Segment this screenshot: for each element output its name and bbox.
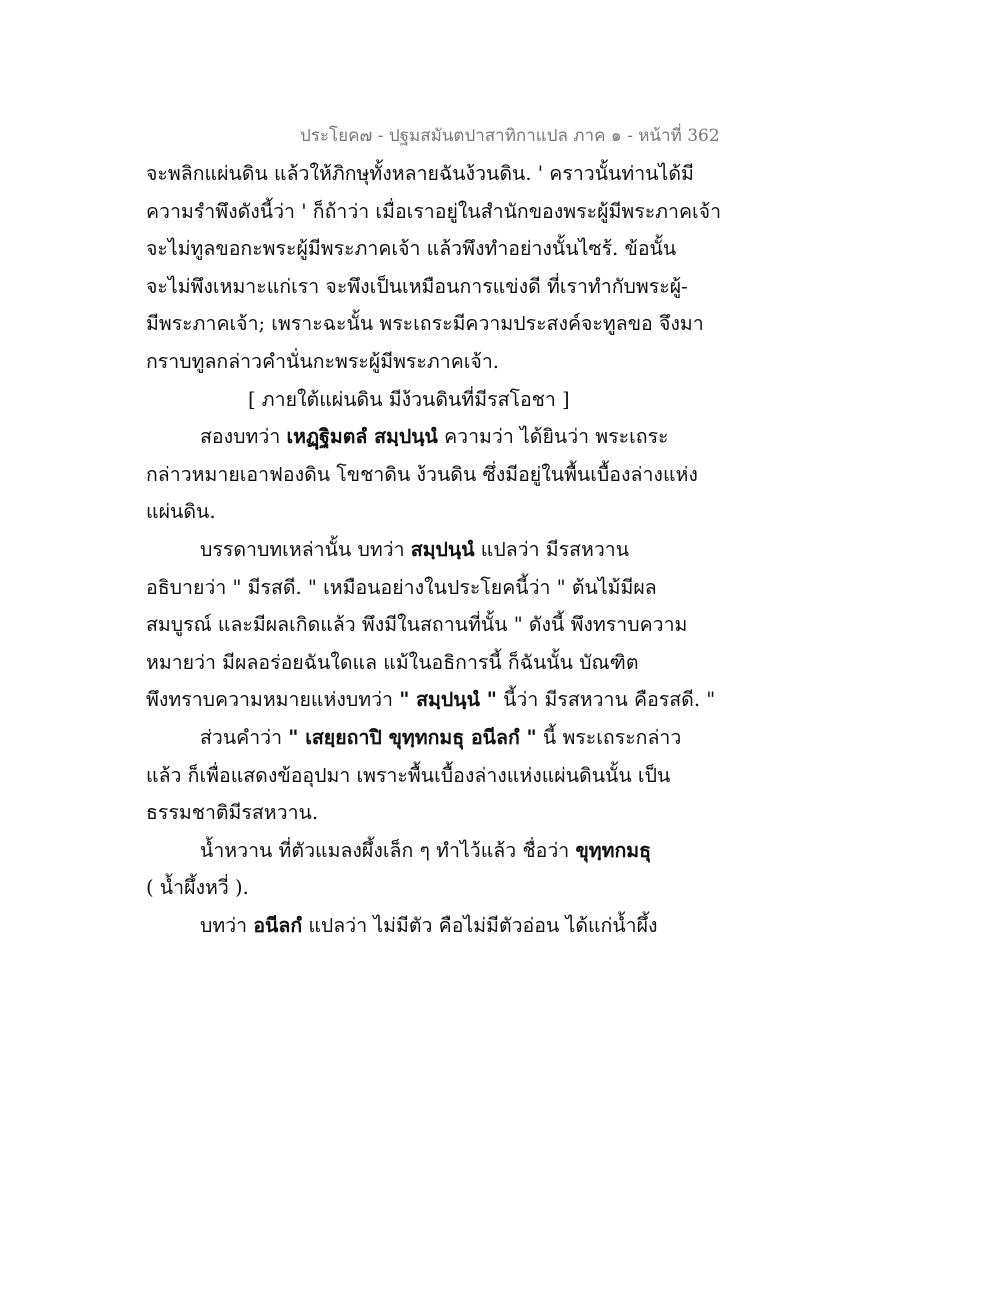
body-text [146, 155, 726, 944]
pali-term: " สมฺปนฺนํ " [399, 688, 497, 712]
text-segment: พึงทราบความหมายแห่งบทว่า [146, 688, 400, 712]
text-line [146, 719, 726, 757]
pali-term: ขุทฺทกมธุ [575, 838, 652, 862]
text-line [146, 456, 726, 494]
text-line [146, 155, 726, 193]
text-line [146, 569, 726, 607]
text-segment: สองบทว่า [200, 425, 287, 449]
text-segment: แปลว่า มีรสหวาน [474, 537, 630, 561]
text-segment: แผ่นดิน. [146, 500, 216, 524]
text-segment: นี้ พระเถระกล่าว [536, 725, 682, 749]
page-header: ประโยค๗ - ปฐมสมันตปาสาทิกาแปล ภาค ๑ - หน้าที่ 362 [300, 126, 720, 146]
text-segment: อธิบายว่า " มีรสดี. " เหมือนอย่างในประโยคนี้ว่า " ต้นไม้มีผล [146, 575, 657, 599]
text-segment: กราบทูลกล่าวคำนั่นกะพระผู้มีพระภาคเจ้า. [146, 349, 499, 373]
text-line [146, 531, 726, 569]
text-line [146, 268, 726, 306]
text-line [146, 606, 726, 644]
text-line [146, 681, 726, 719]
text-segment: น้ำหวาน ที่ตัวแมลงผึ้งเล็ก ๆ ทำไว้แล้ว ชื่อว่า [200, 838, 576, 862]
text-segment: นี้ว่า มีรสหวาน คือรสดี. " [496, 688, 716, 712]
text-segment: กล่าวหมายเอาฟองดิน โขชาดิน ง้วนดิน ซึ่งมีอยู่ในพื้นเบื้องล่างแห่ง [146, 462, 698, 486]
pali-term: เหฏฺฐิมตลํ สมฺปนฺนํ [286, 425, 438, 449]
text-segment: ( น้ำผึ้งหวี่ ). [146, 876, 249, 900]
text-segment: ความรำพึงดังนี้ว่า ' ก็ถ้าว่า เมื่อเราอยู่ในสำนักของพระผู้มีพระภาคเจ้า [146, 199, 722, 223]
text-segment: หมายว่า มีผลอร่อยฉันใดแล แม้ในอธิการนี้ ก็ฉันนั้น บัณฑิต [146, 650, 639, 674]
text-line [146, 493, 726, 531]
text-line [146, 757, 726, 795]
text-segment: จะไม่ทูลขอกะพระผู้มีพระภาคเจ้า แล้วพึงทำอย่างนั้นไซร้. ข้อนั้น [146, 237, 677, 261]
text-segment: แล้ว ก็เพื่อแสดงข้ออุปมา เพราะพื้นเบื้องล่างแห่งแผ่นดินนั้น เป็น [146, 763, 671, 787]
text-segment: ส่วนคำว่า [200, 725, 289, 749]
text-segment: มีพระภาคเจ้า; เพราะฉะนั้น พระเถระมีความประสงค์จะทูลขอ จึงมา [146, 312, 704, 336]
section-heading [146, 381, 726, 419]
text-segment: ความว่า ได้ยินว่า พระเถระ [437, 425, 669, 449]
text-segment: สมบูรณ์ และมีผลเกิดแล้ว พึงมีในสถานที่นั้น " ดังนี้ พึงทราบความ [146, 613, 688, 637]
text-line [146, 230, 726, 268]
text-line [146, 343, 726, 381]
text-line [146, 907, 726, 945]
text-segment: บรรดาบทเหล่านั้น บทว่า [200, 537, 411, 561]
text-line [146, 832, 726, 870]
text-segment: บทว่า [200, 913, 254, 937]
pali-term: สมฺปนฺนํ [410, 537, 475, 561]
text-segment: จะพลิกแผ่นดิน แล้วให้ภิกษุทั้งหลายฉันง้วนดิน. ' คราวนั้นท่านได้มี [146, 162, 694, 185]
text-line [146, 305, 726, 343]
text-line [146, 869, 726, 907]
pali-term: " เสยฺยถาปิ ขุทฺทกมธุ อนีลกํ " [288, 725, 537, 749]
text-segment: แปลว่า ไม่มีตัว คือไม่มีตัวอ่อน ได้แก่น้ำผึ้ง [302, 913, 658, 937]
text-segment: ธรรมชาติมีรสหวาน. [146, 801, 319, 825]
text-line [146, 193, 726, 231]
text-segment: จะไม่พึงเหมาะแก่เรา จะพึงเป็นเหมือนการแข่งดี ที่เราทำกับพระผู้- [146, 274, 688, 298]
pali-term: อนีลกํ [253, 913, 303, 937]
text-segment: [ ภายใต้แผ่นดิน มีง้วนดินที่มีรสโอชา ] [248, 387, 570, 411]
text-line [146, 418, 726, 456]
text-line [146, 644, 726, 682]
text-line [146, 794, 726, 832]
